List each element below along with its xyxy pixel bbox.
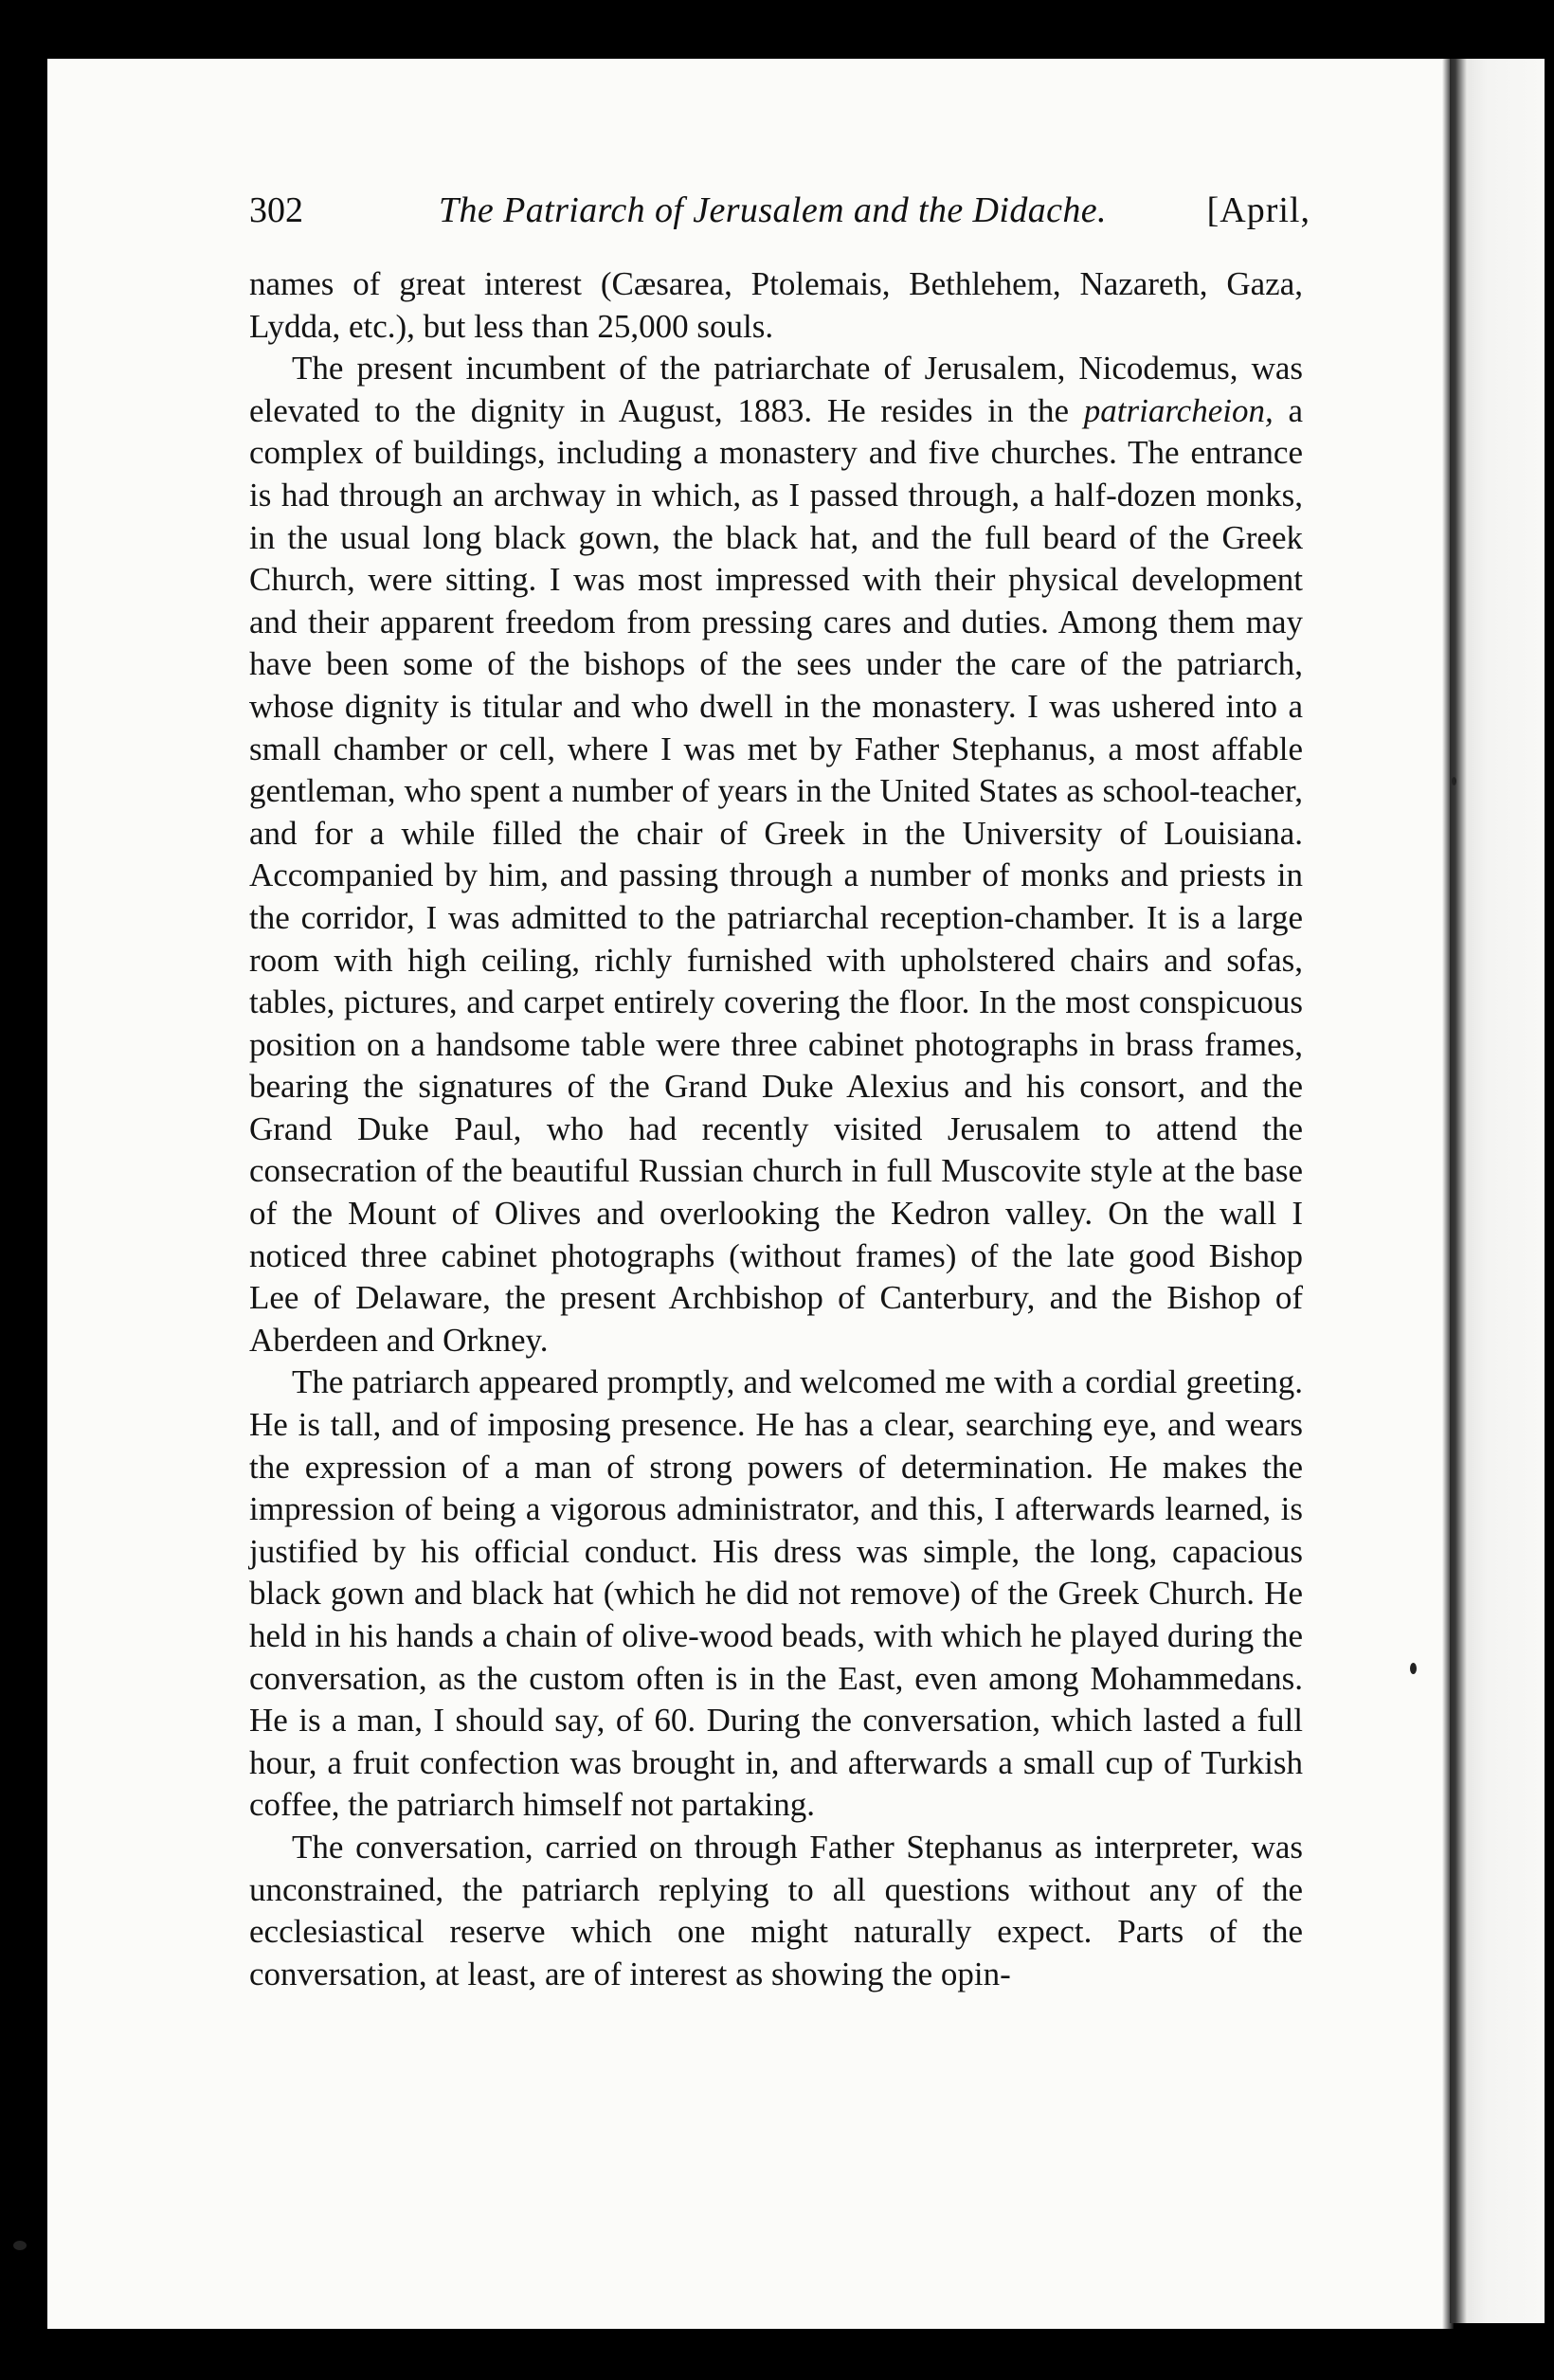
paragraph-3: The patriarch appeared promptly, and welcomed me with a cordial greeting. He is tall, and of imposing presence. He has a clear, searching eye, and wears the expression of a man of strong powers of determination. He makes the impression of being a vigorous administrator, and this, I afterwards learned, is justified by his official conduct. His dress was simple, the long, capacious black gown and black hat (which he did not remove) of the Greek Church. He held in his hands a chain of olive-wood beads, with which he played during the conversation, as the custom often is in the East, even among Mohammedans. He is a man, I should say, of 60. During the conversation, which lasted a full hour, a fruit confection was brought in, and afterwards a small cup of Turkish coffee, the patriarch himself not partaking. <box>249 1363 1303 1824</box>
paragraph-2-rest: a complex of buildings, including a monastery and five churches. The entrance is had through an archway in which, as I passed through, a half-dozen monks, in the usual long black gown, the black hat, and the full beard of the Greek Church, were sitting. I was most impressed with their physical development and their apparent freedom from pressing cares and duties. Among them may have been some of the bishops of the sees under the care of the patriarch, whose dignity is titular and who dwell in the monastery. I was ushered into a small chamber or cell, where I was met by Father Stephanus, a most affable gentleman, who spent a number of years in the United States as school-teacher, and for a while filled the chair of Greek in the University of Louisiana. Accompanied by him, and passing through a number of monks and priests in the corridor, I was admitted to the patriarchal reception-chamber. It is a large room with high ceiling, richly furnished with upholstered chairs and sofas, tables, pictures, and carpet entirely covering the floor. In the most conspicuous position on a handsome table were three cabinet photographs in brass frames, bearing the signatures of the Grand Duke Alexius and his consort, and the Grand Duke Paul, who had recently visited Jerusalem to attend the consecration of the beautiful Russian church in full Muscovite style at the base of the Mount of Olives and overlooking the Kedron valley. On the wall I noticed three cabinet photographs (without frames) of the late good Bishop Lee of Delaware, the present Archbishop of Canterbury, and the Bishop of Aberdeen and Orkney. <box>249 391 1303 1359</box>
facing-page-edge <box>1450 59 1545 2323</box>
paragraph-2-start: The present incumbent of the patriarchate of Jerusalem, Nicodemus, was elevated to the dignity in August, 1883. He resides in the <box>249 350 1303 429</box>
paragraph-2-emphasis: patriarcheion, <box>1083 391 1274 429</box>
paragraph-2 <box>249 348 1303 1361</box>
scan-speck <box>13 2241 27 2250</box>
running-title: The Patriarch of Jerusalem and the Didache. <box>439 190 1107 230</box>
paragraph-1: names of great interest (Cæsarea, Ptolemais, Bethlehem, Nazareth, Gaza, Lydda, etc.), but less than 25,000 souls. <box>249 265 1303 345</box>
page-number: 302 <box>249 190 303 230</box>
scan-speck <box>1410 1663 1417 1674</box>
body-text <box>249 263 1303 1995</box>
running-month: [April, <box>1206 190 1310 230</box>
scan-speck <box>1452 777 1456 785</box>
paragraph-4: The conversation, carried on through Father Stephanus as interpreter, was unconstrained, the patriarch replying to all questions without any of the ecclesiastical reserve which one might naturally expect. Parts of the conversation, at least, are of interest as showing the opin- <box>249 1828 1303 1992</box>
running-head <box>249 189 1310 239</box>
